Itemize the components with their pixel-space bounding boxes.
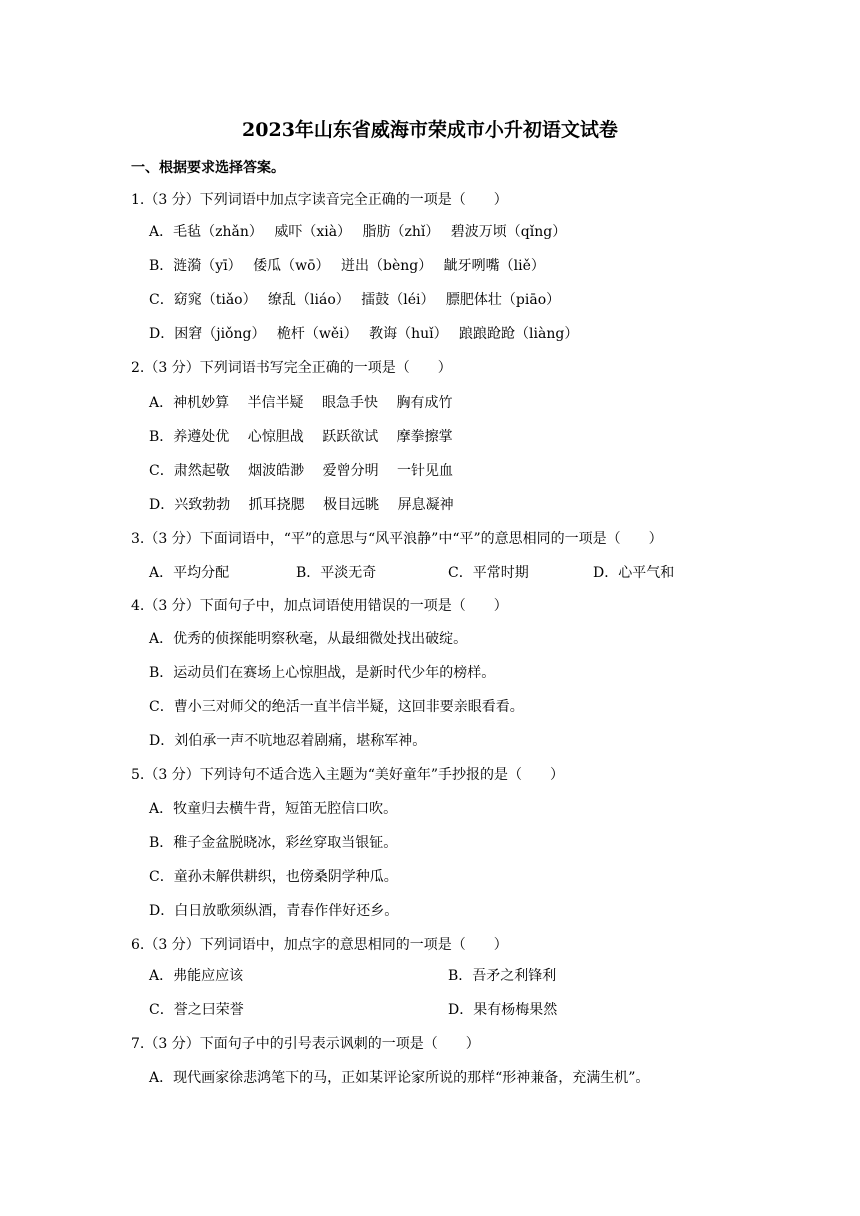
question-1-option-b: B．涟漪（yī） 倭瓜（wō） 迸出（bèng） 龇牙咧嘴（liě） [149,258,545,274]
question-3-option-d: D．心平气和 [593,565,675,581]
question-4-stem: 4.（3 分）下面句子中，加点词语使用错误的一项是（ ） [131,598,508,614]
question-1-option-d: D．困窘（jiǒng） 桅杆（wěi） 教诲（huǐ） 踉踉跄跄（liàng） [149,326,579,342]
question-5-option-a: A．牧童归去横牛背，短笛无腔信口吹。 [149,801,398,817]
question-4-option-c: C．曹小三对师父的绝活一直半信半疑，这回非要亲眼看看。 [149,699,524,715]
question-1-stem: 1.（3 分）下列词语中加点字读音完全正确的一项是（ ） [131,192,508,208]
question-3-option-a: A．平均分配 [149,565,230,581]
question-4-option-b: B．运动员们在赛场上心惊胆战，是新时代少年的榜样。 [149,665,496,681]
section-heading: 一、根据要求选择答案。 [131,160,285,176]
question-3-option-b: B．平淡无奇 [296,565,377,581]
question-7-option-a: A．现代画家徐悲鸿笔下的马，正如某评论家所说的那样“形神兼备，充满生机”。 [149,1070,650,1086]
question-2-option-a: A．神机妙算 半信半疑 眼急手快 胸有成竹 [149,395,453,411]
question-2-option-b: B．养遵处优 心惊胆战 跃跃欲试 摩拳擦掌 [149,429,453,445]
question-6-option-d: D．果有杨梅果然 [448,1002,558,1018]
question-1-option-c: C．窈窕（tiǎo） 缭乱（liáo） 擂鼓（léi） 膘肥体壮（piāo） [149,292,561,308]
question-6-option-a: A．弗能应应该 [149,968,244,984]
question-5-option-b: B．稚子金盆脱晓冰，彩丝穿取当银钲。 [149,835,398,851]
question-2-option-d: D．兴致勃勃 抓耳挠腮 极目远眺 屏息凝神 [149,497,454,513]
question-2-stem: 2.（3 分）下列词语书写完全正确的一项是（ ） [131,360,452,376]
question-3-stem: 3.（3 分）下面词语中，“平”的意思与“风平浪静”中“平”的意思相同的一项是（ ） [131,531,663,547]
question-1-option-a: A．毛毡（zhǎn） 威吓（xià） 脂肪（zhǐ） 碧波万顷（qǐng） [149,224,567,240]
page-title: 2023年山东省威海市荣成市小升初语文试卷 [242,119,618,141]
question-3-option-c: C．平常时期 [448,565,529,581]
question-4-option-a: A．优秀的侦探能明察秋毫，从最细微处找出破绽。 [149,631,468,647]
question-5-stem: 5.（3 分）下列诗句不适合选入主题为“美好童年”手抄报的是（ ） [131,767,565,783]
question-6-stem: 6.（3 分）下列词语中，加点字的意思相同的一项是（ ） [131,937,508,953]
question-6-option-b: B．吾矛之利锋利 [448,968,557,984]
question-6-option-c: C．誉之曰荣誉 [149,1002,244,1018]
question-5-option-c: C．童孙未解供耕织，也傍桑阴学种瓜。 [149,869,398,885]
question-4-option-d: D．刘伯承一声不吭地忍着剧痛，堪称军神。 [149,733,427,749]
question-7-stem: 7.（3 分）下面句子中的引号表示讽刺的一项是（ ） [131,1036,480,1052]
question-2-option-c: C．肃然起敬 烟波皓渺 爱曾分明 一针见血 [149,463,454,479]
question-5-option-d: D．白日放歌须纵酒，青春作伴好还乡。 [149,903,399,919]
